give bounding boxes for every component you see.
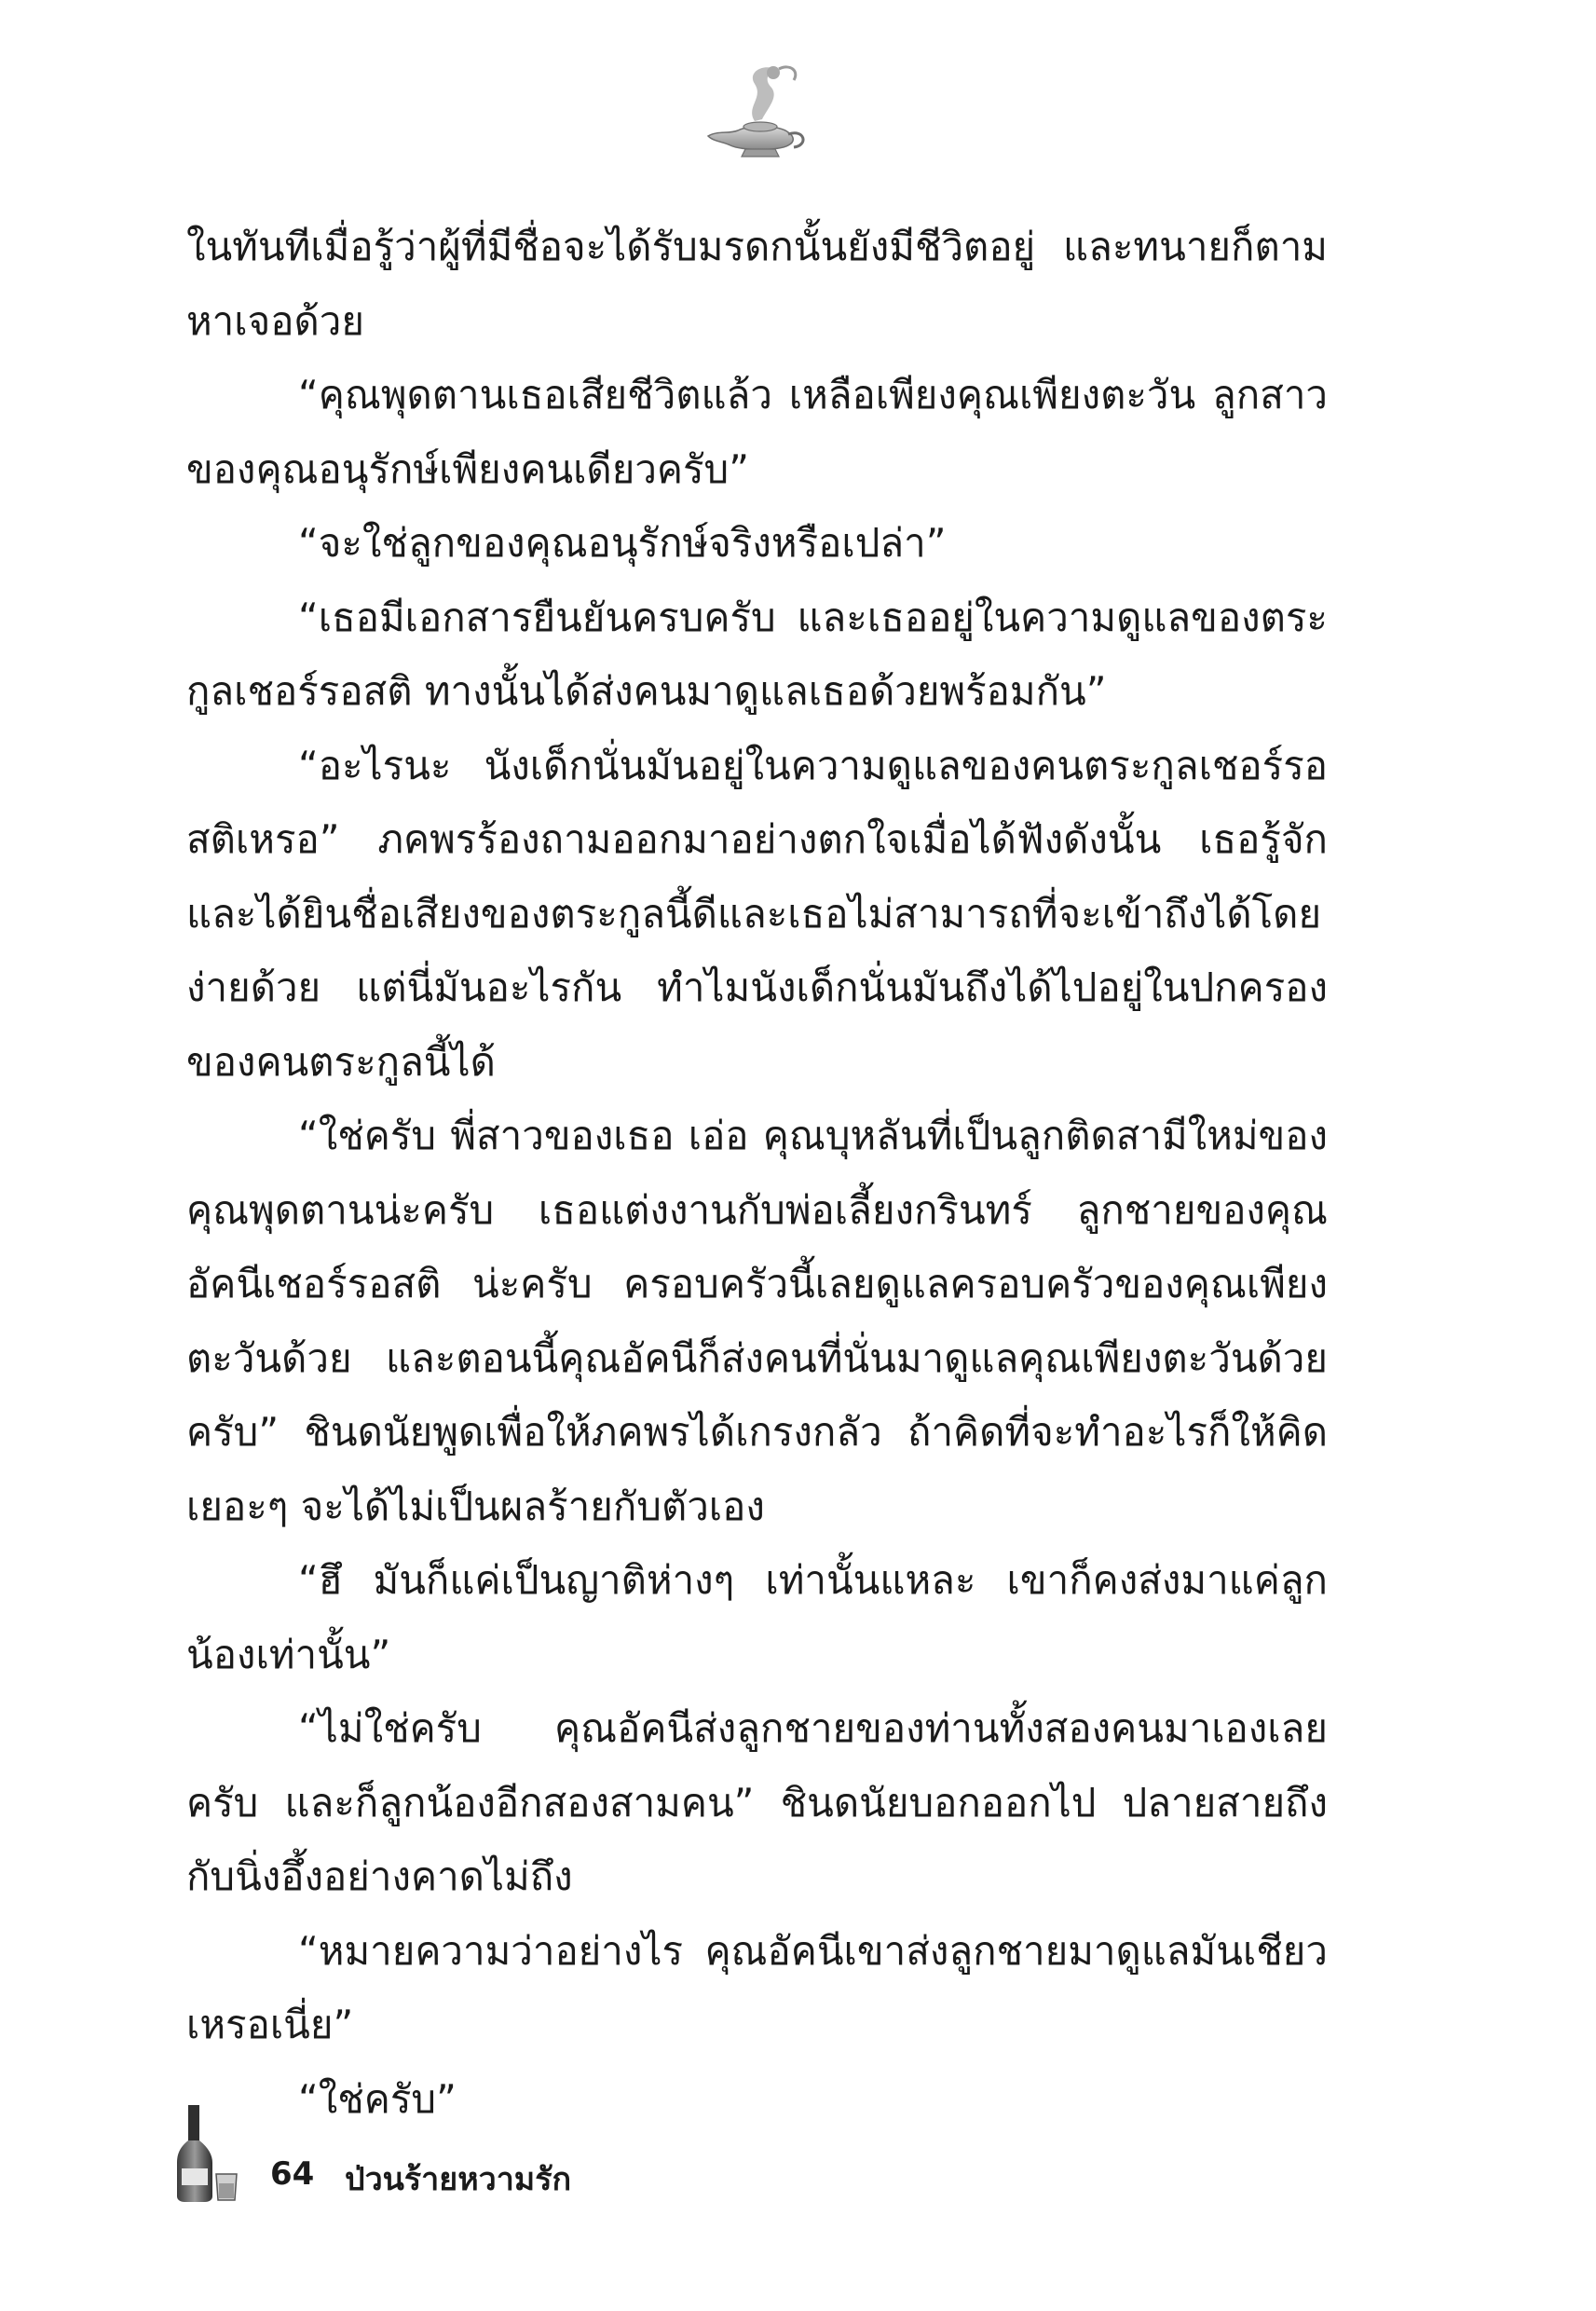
paragraph: “ใช่ครับ พี่สาวของเธอ เอ่อ คุณบุหลันที่เป็นลูกติดสามีใหม่ของคุณพุดตานน่ะครับ เธอแต่งงานกับพ่อเลี้ยงกรินทร์ ลูกชายของคุณอัคนีเชอร์รอสติ น่ะครับ ครอบครัวนี้เลยดูแลครอบครัวของคุณเพียงตะวันด้วย และตอนนี้คุณอัคนีก็ส่งคนที่นั่นมาดูแลคุณเพียงตะวันด้วยครับ” ชินดนัยพูดเพื่อให้ภคพรได้เกรงกลัว ถ้าคิดที่จะทำอะไรก็ให้คิดเยอะๆ จะได้ไม่เป็นผลร้ายกับตัวเอง [186, 1113, 1328, 1529]
paragraph: ในทันทีเมื่อรู้ว่าผู้ที่มีชื่อจะได้รับมรดกนั้นยังมีชีวิตอยู่ และทนายก็ตามหาเจอด้วย [186, 224, 1328, 344]
paragraph: “ฮึ มันก็แค่เป็นญาติห่างๆ เท่านั้นแหละ เขาก็คงส่งมาแค่ลูกน้องเท่านั้น” [186, 1557, 1328, 1677]
paragraph: “หมายความว่าอย่างไร คุณอัคนีเขาส่งลูกชายมาดูแลมันเชียวเหรอเนี่ย” [186, 1927, 1328, 2047]
paragraph: “อะไรนะ นังเด็กนั่นมันอยู่ในความดูแลของคนตระกูลเชอร์รอสติเหรอ” ภคพรร้องถามออกมาอย่างตกใจเมื่อได้ฟังดังนั้น เธอรู้จักและได้ยินชื่อเสียงของตระกูลนี้ดีและเธอไม่สามารถที่จะเข้าถึงได้โดยง่ายด้วย แต่นี่มันอะไรกัน ทำไมนังเด็กนั่นมันถึงได้ไปอยู่ในปกครองของคนตระกูลนี้ได้ [186, 742, 1328, 1085]
bottle-glass-icon [177, 2101, 242, 2204]
paragraph: “เธอมีเอกสารยืนยันครบครับ และเธออยู่ในความดูแลของตระกูลเชอร์รอสติ ทางนั้นได้ส่งคนมาดูแลเธอด้วยพร้อมกัน” [186, 594, 1328, 714]
paragraph: “จะใช่ลูกของคุณอนุรักษ์จริงหรือเปล่า” [298, 520, 947, 566]
paragraph: “ใช่ครับ” [298, 2075, 457, 2122]
paragraph: “ไม่ใช่ครับ คุณอัคนีส่งลูกชายของท่านทั้งสองคนมาเองเลยครับ และก็ลูกน้องอีกสองสามคน” ชินดนัยบอกออกไป ปลายสายถึงกับนิ่งอึ้งอย่างคาดไม่ถึง [186, 1705, 1328, 1899]
genie-lamp-icon [689, 56, 820, 168]
book-title: ป่วนร้ายหวามรัก [345, 2161, 572, 2198]
page-number: 64 [270, 2155, 315, 2193]
body-text [186, 210, 1328, 2136]
paragraph: “คุณพุดตานเธอเสียชีวิตแล้ว เหลือเพียงคุณเพียงตะวัน ลูกสาวของคุณอนุรักษ์เพียงคนเดียวครับ” [186, 372, 1328, 492]
page-footer [177, 2101, 736, 2204]
